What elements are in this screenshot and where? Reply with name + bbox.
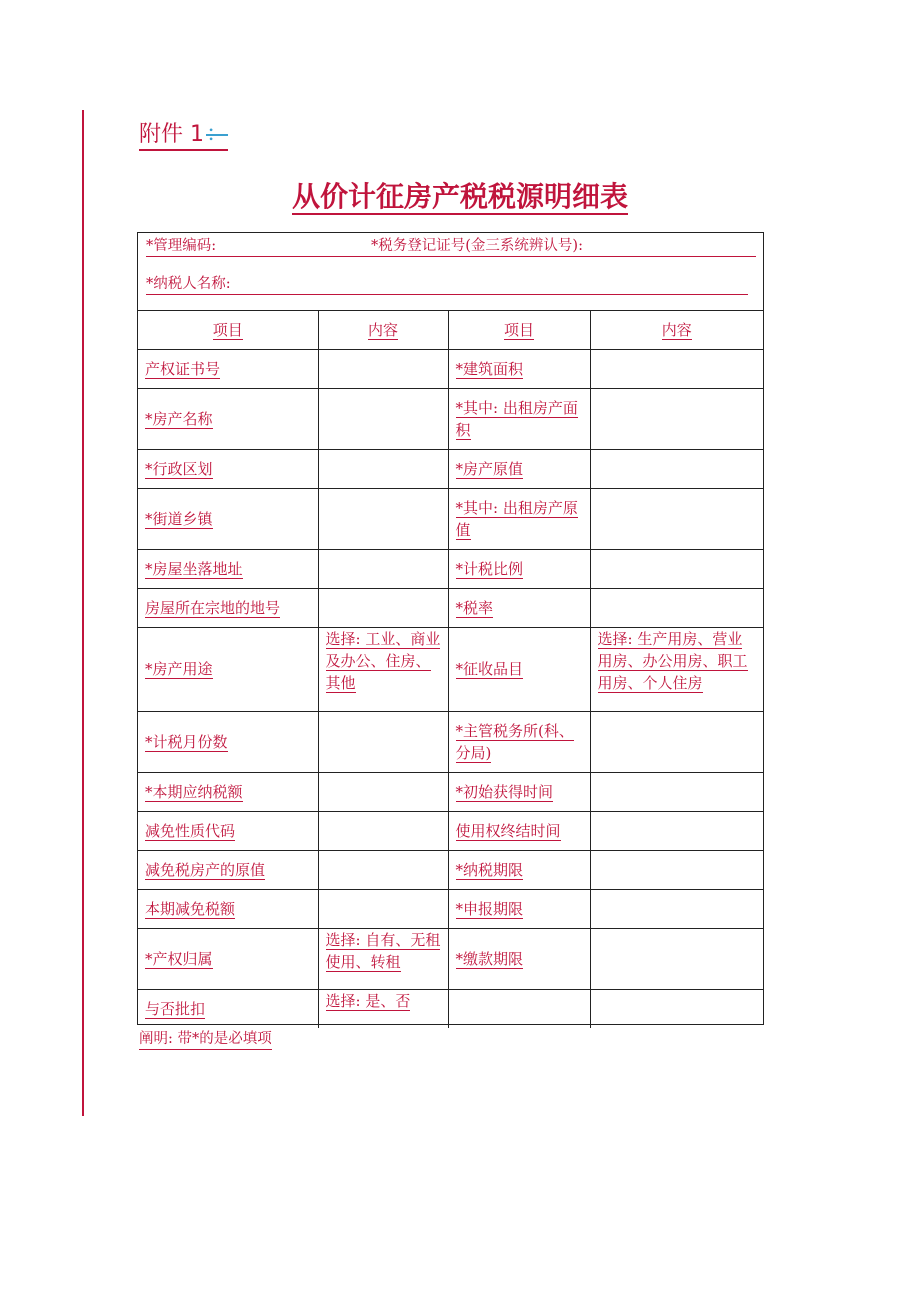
item-label-text: *初始获得时间: [455, 782, 554, 801]
item-label: [138, 772, 318, 811]
item-label: [448, 772, 590, 811]
item-label-text: *征收品目: [455, 660, 524, 678]
item-label-text: 使用权终结时间: [455, 821, 561, 840]
column-header-item: 项目: [448, 311, 590, 349]
item-label: [448, 889, 590, 928]
item-label-text: 本期减免税额: [145, 899, 236, 918]
item-value[interactable]: [318, 811, 448, 850]
item-value[interactable]: [590, 772, 763, 811]
item-label-text: *街道乡镇: [145, 509, 213, 528]
item-label: [138, 711, 318, 772]
item-value[interactable]: [318, 449, 448, 488]
table-row: [138, 449, 763, 488]
detail-table: [138, 311, 763, 1028]
item-label-text: 减免性质代码: [145, 821, 236, 840]
table-row: [138, 711, 763, 772]
item-value[interactable]: [318, 889, 448, 928]
item-label: [138, 449, 318, 488]
item-value-text: 选择: 是、否: [325, 991, 411, 1010]
item-label: [448, 811, 590, 850]
table-row: [138, 388, 763, 449]
item-label: [448, 588, 590, 627]
item-label: [138, 588, 318, 627]
item-label-text: 产权证书号: [145, 359, 221, 378]
item-value[interactable]: [590, 349, 763, 388]
item-value[interactable]: [318, 388, 448, 449]
item-label-text: *计税月份数: [145, 732, 228, 751]
item-value[interactable]: [318, 772, 448, 811]
item-label: [138, 388, 318, 449]
column-header-item: 项目: [138, 311, 318, 349]
tax-registration-field[interactable]: *税务登记证号(金三系统辨认号):: [371, 236, 756, 257]
attachment-label: 附件 1：: [139, 122, 228, 151]
item-value[interactable]: [590, 388, 763, 449]
table-row: [138, 928, 763, 989]
item-label-text: *税率: [455, 598, 494, 617]
item-label-text: 减免税房产的原值: [145, 860, 266, 879]
item-value[interactable]: [318, 711, 448, 772]
item-value[interactable]: [590, 928, 763, 989]
item-label: [138, 627, 318, 711]
item-value[interactable]: [590, 449, 763, 488]
item-label-text: *房产名称: [145, 409, 213, 428]
item-label: [448, 627, 590, 711]
item-value[interactable]: [590, 488, 763, 549]
item-label: [138, 811, 318, 850]
item-value-text: 选择: 工业、商业及办公、住房、其他: [325, 629, 441, 692]
column-header-content: 内容: [318, 311, 448, 349]
item-value[interactable]: [318, 850, 448, 889]
column-header-content: 内容: [590, 311, 763, 349]
item-value[interactable]: [318, 627, 448, 711]
item-label: [138, 850, 318, 889]
item-value[interactable]: [590, 850, 763, 889]
item-label: [448, 850, 590, 889]
item-label-text: *本期应纳税额: [145, 782, 243, 801]
table-row: [138, 889, 763, 928]
item-label-text: *主管税务所(科、分局): [455, 721, 574, 762]
item-label-text: *计税比例: [455, 559, 524, 578]
item-label: [138, 989, 318, 1028]
item-value[interactable]: [318, 549, 448, 588]
item-label-text: 与否批扣: [145, 999, 206, 1018]
table-row: [138, 627, 763, 711]
table-row: [138, 349, 763, 388]
item-label-text: *其中: 出租房产原值: [455, 498, 578, 539]
item-label: [138, 549, 318, 588]
taxpayer-name-field[interactable]: *纳税人名称:: [146, 274, 748, 295]
item-value[interactable]: [318, 488, 448, 549]
item-value-text: 选择: 生产用房、营业用房、办公用房、职工用房、个人住房: [597, 629, 748, 692]
margin-revision-bar: [82, 110, 84, 1116]
item-label: [448, 488, 590, 549]
item-value[interactable]: [318, 349, 448, 388]
item-label: [448, 349, 590, 388]
item-label: [448, 711, 590, 772]
item-label: [448, 388, 590, 449]
page-title: 从价计征房产税税源明细表: [291, 180, 628, 213]
item-label-text: 房屋所在宗地的地号: [145, 598, 281, 617]
item-label: [448, 549, 590, 588]
table-row: [138, 588, 763, 627]
management-code-field[interactable]: *管理编码:: [146, 236, 371, 257]
item-value[interactable]: [590, 711, 763, 772]
item-label-text: *建筑面积: [455, 359, 524, 378]
table-row: [138, 488, 763, 549]
table-row: [138, 549, 763, 588]
item-label: [138, 928, 318, 989]
item-label: [448, 989, 590, 1028]
item-value[interactable]: [318, 989, 448, 1028]
item-value[interactable]: [590, 549, 763, 588]
item-label-text: *行政区划: [145, 459, 213, 478]
item-value[interactable]: [590, 627, 763, 711]
item-label: [448, 928, 590, 989]
table-row: [138, 772, 763, 811]
item-label-text: *房产原值: [455, 459, 524, 478]
item-value[interactable]: [590, 889, 763, 928]
column-header-row: [138, 311, 763, 349]
tax-source-form: [137, 232, 764, 1025]
item-label: [138, 889, 318, 928]
item-value[interactable]: [318, 928, 448, 989]
attachment-mark: ：: [206, 122, 229, 147]
table-row: [138, 811, 763, 850]
form-header: [138, 233, 763, 311]
item-label: [448, 449, 590, 488]
item-value[interactable]: [590, 588, 763, 627]
item-label-text: *缴款期限: [455, 949, 524, 968]
footnote: 阐明: 带*的是必填项: [139, 1029, 272, 1050]
item-label-text: *申报期限: [455, 899, 524, 918]
item-label-text: *产权归属: [145, 949, 213, 968]
item-value-text: 选择: 自有、无租使用、转租: [325, 930, 441, 971]
item-label: [138, 488, 318, 549]
table-row: [138, 850, 763, 889]
item-value[interactable]: [590, 989, 763, 1028]
item-label-text: *房产用途: [145, 660, 213, 678]
item-value[interactable]: [590, 811, 763, 850]
item-value[interactable]: [318, 588, 448, 627]
item-label-text: *房屋坐落地址: [145, 559, 243, 578]
item-label-text: *其中: 出租房产面积: [455, 398, 578, 439]
item-label: [138, 349, 318, 388]
table-row: [138, 989, 763, 1028]
item-label-text: *纳税期限: [455, 860, 524, 879]
